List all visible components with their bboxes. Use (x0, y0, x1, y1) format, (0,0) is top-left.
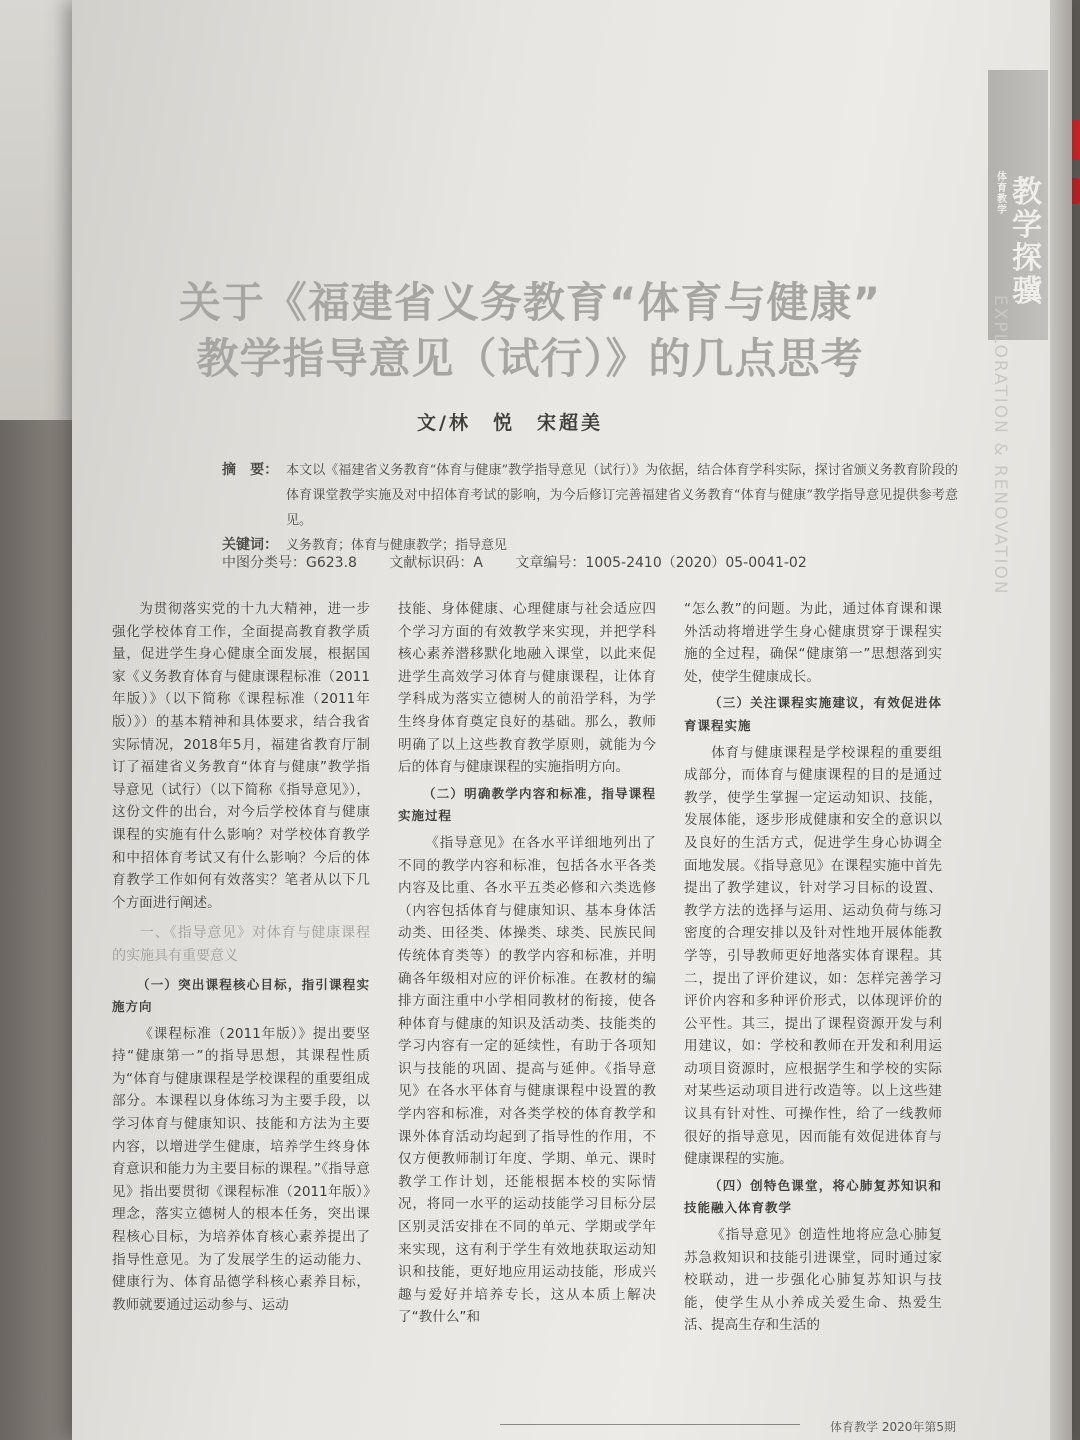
subsection-heading: （三）关注课程实施建议，有效促进体育课程实施 (684, 695, 942, 733)
paragraph: 《课程标准（2011年版）》提出要坚持“健康第一”的指导思想，其课程性质为“体育与健康课程是学校课程的重要组成部分。本课程以身体练习为主要手段，以学习体育与健康知识、技能和方法为主要内容，以增进学生健康，培养学生终身体育意识和能力为主要目标的课程。”《指导意见》指出要贯彻《课程标准（2011年版）》理念，落实立德树人的根本任务，突出课程核心目标，为培养体育核心素养提出了指导性意见。为了发展学生的运动能力、健康行为、体育品德学科核心素养目标，教师就要通过运动参与、运动 (112, 1025, 370, 1313)
section-tab-journal: 体育教学 (997, 172, 1007, 216)
subsection-heading: （四）创特色课堂，将心肺复苏知识和技能融入体育教学 (684, 1177, 942, 1216)
clc-number: 中图分类号：G623.8 (222, 555, 357, 571)
keywords-label: 关键词： (222, 537, 278, 553)
paragraph: “怎么教”的问题。为此，通过体育课和课外活动将增进学生身心健康贯穿于课程实施的全过程，确保“健康第一”思想落到实处，使学生健康成长。 (684, 601, 942, 685)
abstract-text: 本文以《福建省义务教育“体育与健康”教学指导意见（试行）》为依据，结合体育学科实际，探讨省颁义务教育阶段的体育课堂教学实施及对中招体育考试的影响，为今后修订完善福建省义务教育“体育与健康”教学指导意见提供参考意见。 (286, 463, 959, 528)
paragraph: 《指导意见》在各水平详细地列出了不同的教学内容和标准，包括各水平各类内容及比重、各水平五类必修和六类选修（内容包括体育与健康知识、基本身体活动类、田径类、体操类、球类、民族民间传统体育类等）的教学内容和标准，并明确各年级相对应的评价标准。在教材的编排方面注重中小学相同教材的衔接，使各种体育与健康的知识及活动类、技能类的学习内容有一定的延续性，有助于各项知识与技能的巩固、提高与延伸。《指导意见》在各水平体育与健康课程中设置的教学内容和标准，对各类学校的体育教学和课外体育活动均起到了指导性的作用，不仅方便教师制订年度、学期、单元、课时教学工作计划，还能根据本校的实际情况，将同一水平的运动技能学习目标分层区别灵活安排在不同的单元、学期或学年来实现，这有利于学生有效地获取运动知识和技能，更好地应用运动技能，形成兴趣与爱好并培养专长，这从本质上解决了“教什么”和 (398, 834, 656, 1326)
paragraph: 《指导意见》创造性地将应急心肺复苏急救知识和技能引进课堂，同时通过家校联动，进一步强化心肺复苏知识与技能，使学生从小养成关爱生命、热爱生活、提高生存和生活的 (684, 1227, 942, 1334)
body-column-2 (398, 598, 656, 1329)
subsection-heading: （一）突出课程核心目标，指引课程实施方向 (112, 976, 370, 1015)
abstract (222, 458, 958, 558)
section-heading: 一、《指导意见》对体育与健康课程的实施具有重要意义 (112, 925, 370, 964)
paragraph: 为贯彻落实党的十九大精神，进一步强化学校体育工作，全面提高教育教学质量，促进学生身心健康全面发展，根据国家《义务教育体育与健康课程标准（2011年版）》（以下简称《课程标准（2011年版）》）的基本精神和具体要求，结合我省实际情况，2018年5月，福建省教育厅制订了福建省义务教育“体育与健康”教学指导意见（试行）（以下简称《指导意见》），这份文件的出台，对今后学校体育与健康课程的实施有什么影响？对学校体育教学和中招体育考试又有什么影响？今后的体育教学工作如何有效落实？笔者从以下几个方面进行阐述。 (112, 601, 370, 911)
footer-journal: 体育教学 2020年第5期 (830, 1420, 956, 1434)
article-number: 文章编号：1005-2410（2020）05-0041-02 (515, 555, 807, 571)
body-column-1 (112, 598, 370, 1316)
subsection-heading: （二）明确教学内容和标准，指导课程实施过程 (398, 785, 656, 824)
article-title-line-1: 关于《福建省义务教育“体育与健康” (178, 278, 882, 327)
article-body (106, 598, 956, 1388)
footer-rule (500, 1424, 800, 1425)
article-title-line-2: 教学指导意见（试行）》的几点思考 (196, 334, 864, 383)
body-column-3 (684, 598, 942, 1337)
article-title (100, 275, 960, 387)
section-tab-english: EXPLORATION & RENOVATION (990, 295, 1010, 596)
section-tab-title: 教学探骥 (1012, 175, 1042, 309)
page-edge (1050, 0, 1072, 1440)
article-authors: 文/林 悦 宋超美 (417, 412, 603, 434)
document-code: 文献标识码：A (389, 555, 483, 571)
paragraph: 技能、身体健康、心理健康与社会适应四个学习方面的有效教学来实现，并把学科核心素养潜移默化地融入课堂，以此来促进学生高效学习体育与健康课程，让体育学科成为落实立德树人的前沿学科，为学生终身体育奠定良好的基础。那么，教师明确了以上这些教育教学原则，就能为今后的体育与健康课程的实施指明方向。 (398, 601, 656, 776)
abstract-label: 摘 要： (222, 462, 279, 478)
paragraph: 体育与健康课程是学校课程的重要组成部分，而体育与健康课程的目的是通过教学，使学生掌握一定运动知识、技能，发展体能，逐步形成健康和安全的意识以及良好的生活方式，促进学生身心协调全面地发展。《指导意见》在课程实施中首先提出了教学建议，针对学习目标的设置、教学方法的选择与运用、运动负荷与练习密度的合理安排以及针对性地开展体能教学等，引导教师更好地落实体育课程。其二，提出了评价建议，如：怎样完善学习评价内容和多种评价形式，以体现评价的公平性。其三，提出了课程资源开发与利用建议，如：学校和教师在开发和利用运动项目资源时，应根据学生和学校的实际对某些运动项目进行改造等。以上这些建议具有针对性、可操作性，给了一线教师很好的指导意见，因而能有效促进体育与健康课程的实施。 (684, 744, 942, 1168)
keywords-text: 义务教育；体育与健康教学；指导意见 (286, 538, 508, 553)
classification-row (222, 552, 835, 572)
